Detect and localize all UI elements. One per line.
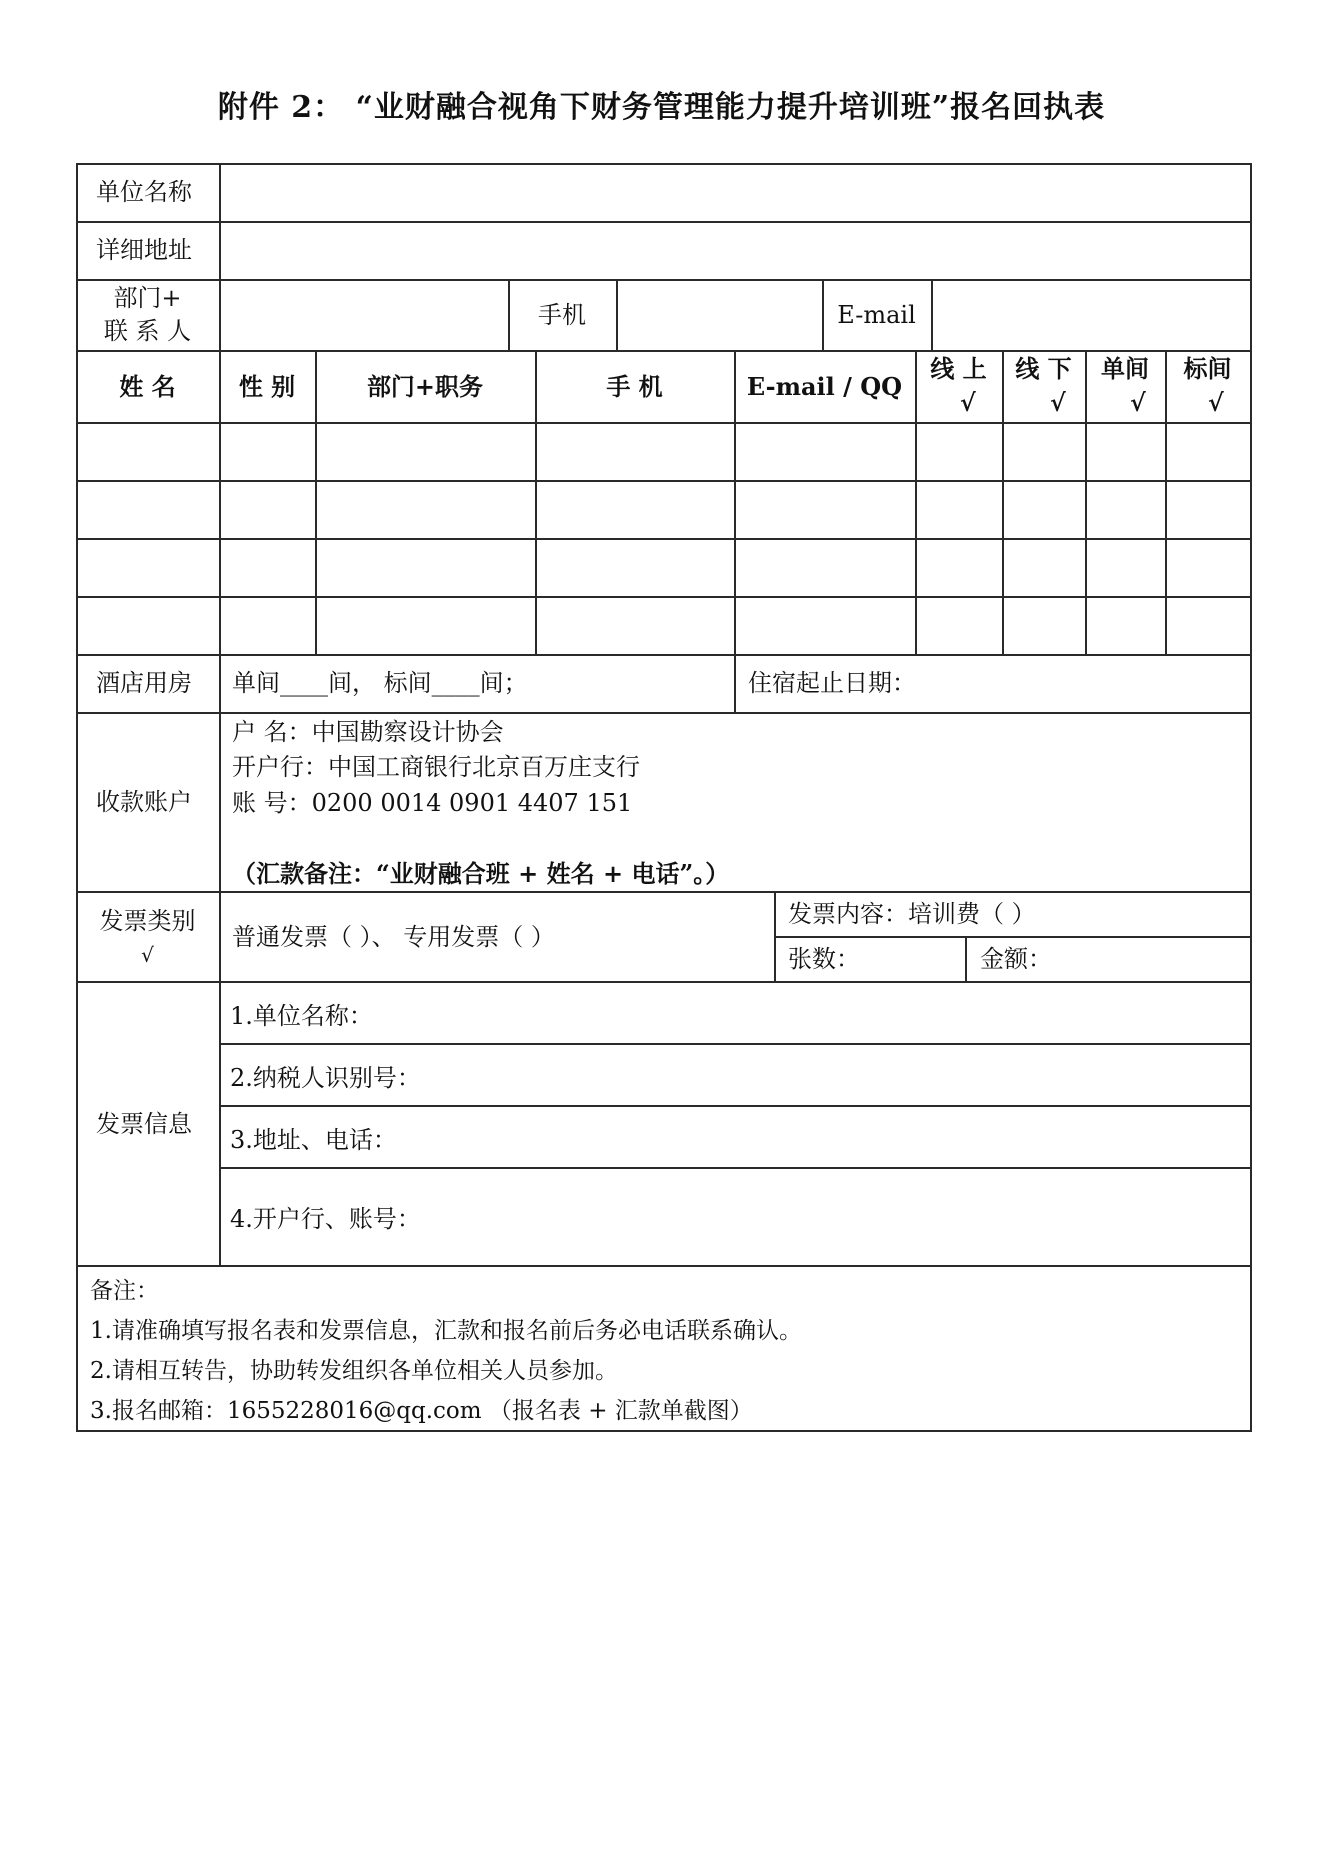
payment-label: 收款账户 <box>96 788 192 816</box>
invoice-type-label: 发票类别 <box>99 907 196 935</box>
invoice-info-taxpayer-id[interactable]: 2.纳税人识别号： <box>230 1064 421 1092</box>
address-label: 详细地址 <box>96 236 192 264</box>
invoice-info-bank-account[interactable]: 4.开户行、账号： <box>230 1205 421 1233</box>
invoice-count-label[interactable]: 张数： <box>788 945 860 973</box>
header-standard-room-check: √ <box>1208 388 1224 417</box>
hotel-label: 酒店用房 <box>96 669 192 697</box>
invoice-content[interactable]: 发票内容：培训费（ ） <box>788 900 1036 928</box>
contact-email-label: E-mail <box>837 301 916 329</box>
payment-remark: （汇款备注：“业财融合班 + 姓名 + 电话”。） <box>232 859 730 888</box>
hotel-rooms-text[interactable]: 单间____间， 标间____间； <box>232 669 528 697</box>
contact-phone-field[interactable] <box>619 282 821 348</box>
header-offline-check: √ <box>1050 388 1066 417</box>
note-item: 2.请相互转告，协助转发组织各单位相关人员参加。 <box>90 1358 618 1384</box>
contact-phone-label: 手机 <box>538 301 586 329</box>
header-email-qq: E-mail / QQ <box>746 372 903 401</box>
invoice-type-options[interactable]: 普通发票（ ）、 专用发票（ ） <box>232 923 555 951</box>
contact-email-field[interactable] <box>934 282 1249 348</box>
header-online: 线 上 <box>930 354 987 383</box>
contact-person-field[interactable] <box>222 282 506 348</box>
address-field[interactable] <box>222 224 1248 278</box>
payment-account-number: 账 号：0200 0014 0901 4407 151 <box>232 789 633 817</box>
participant-row[interactable] <box>78 540 1250 596</box>
participant-row[interactable] <box>78 598 1250 654</box>
participant-row[interactable] <box>78 424 1250 480</box>
contact-label-line1: 部门+ <box>113 284 182 312</box>
invoice-amount-label[interactable]: 金额： <box>980 945 1052 973</box>
header-standard-room: 标间 <box>1183 354 1232 383</box>
participant-row[interactable] <box>78 482 1250 538</box>
form-title: 附件 2： “业财融合视角下财务管理能力提升培训班”报名回执表 <box>217 90 1106 125</box>
header-gender: 性 别 <box>238 372 296 401</box>
invoice-info-unit-name[interactable]: 1.单位名称： <box>230 1002 373 1030</box>
contact-label-line2: 联 系 人 <box>103 317 192 345</box>
payment-bank: 开户行：中国工商银行北京百万庄支行 <box>232 753 640 781</box>
invoice-info-label: 发票信息 <box>96 1110 192 1138</box>
header-name: 姓 名 <box>119 372 176 401</box>
header-offline: 线 下 <box>1015 354 1072 383</box>
notes-heading: 备注： <box>90 1278 159 1304</box>
note-item: 1.请准确填写报名表和发票信息，汇款和报名前后务必电话联系确认。 <box>90 1318 802 1344</box>
header-phone: 手 机 <box>606 372 663 401</box>
unit-name-label: 单位名称 <box>96 178 192 206</box>
payment-account-name: 户 名：中国勘察设计协会 <box>232 718 504 746</box>
header-dept-position: 部门+职务 <box>366 372 484 401</box>
invoice-type-check: √ <box>141 943 154 967</box>
header-single-room-check: √ <box>1130 388 1146 417</box>
header-online-check: √ <box>960 388 976 417</box>
hotel-dates-label[interactable]: 住宿起止日期： <box>748 669 916 697</box>
header-single-room: 单间 <box>1101 354 1149 383</box>
unit-name-field[interactable] <box>222 166 1248 220</box>
note-item: 3.报名邮箱：1655228016@qq.com （报名表 + 汇款单截图） <box>90 1398 753 1424</box>
invoice-info-address-phone[interactable]: 3.地址、电话： <box>230 1126 397 1154</box>
